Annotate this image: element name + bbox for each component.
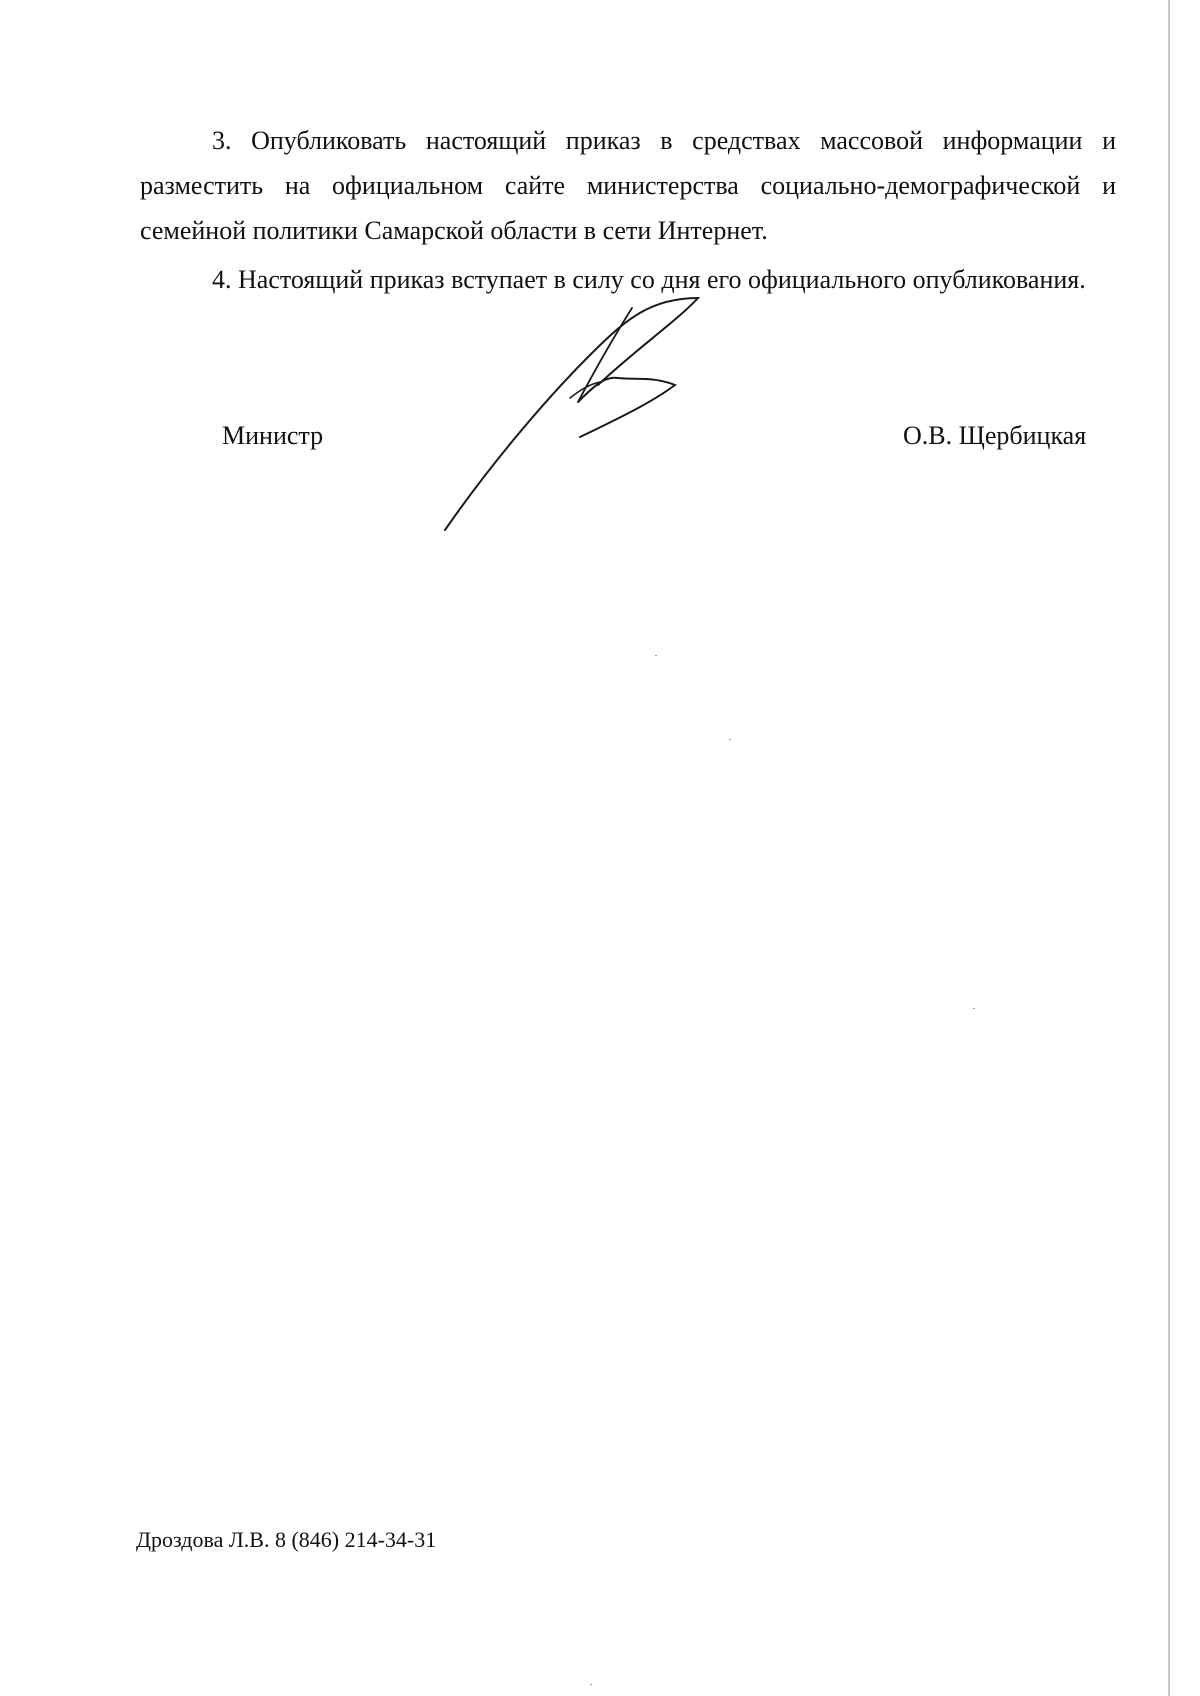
scan-speck	[655, 655, 657, 656]
scan-speck	[729, 739, 731, 740]
handwritten-signature	[430, 290, 710, 540]
scan-speck	[973, 1008, 975, 1009]
document-body	[140, 118, 1116, 302]
scan-speck	[590, 1684, 592, 1685]
paragraph-3: 3. Опубликовать настоящий приказ в средствах массовой информации и разместить на официальном сайте министерства социально-демографической и семейной политики Самарской области в сети Интернет.	[140, 126, 1116, 245]
signatory-role: Министр	[222, 421, 324, 450]
paragraph-4: 4. Настоящий приказ вступает в силу со дня его официального опубликования.	[212, 265, 1086, 294]
scan-edge-line	[1168, 0, 1170, 1696]
executor-contact: Дроздова Л.В. 8 (846) 214-34-31	[136, 1527, 437, 1552]
signatory-name: О.В. Щербицкая	[903, 421, 1087, 450]
